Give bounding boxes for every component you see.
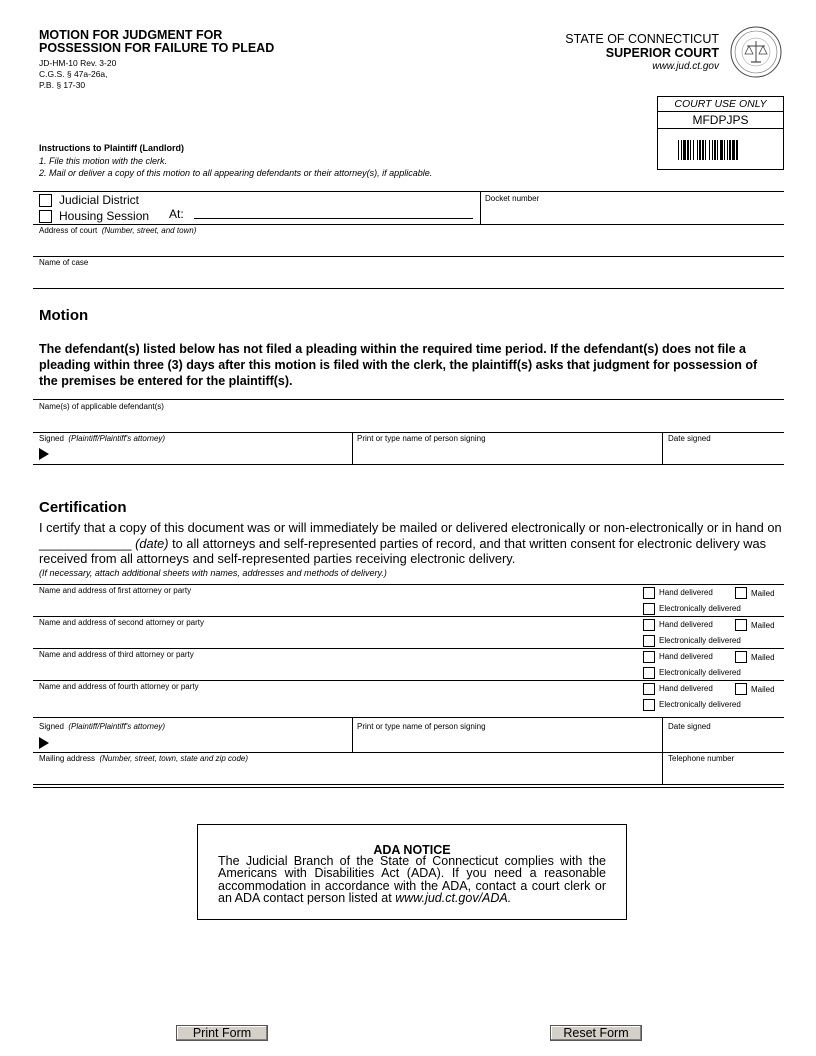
divider (33, 717, 784, 718)
divider (33, 288, 784, 289)
hand-delivered-checkbox[interactable] (643, 651, 655, 663)
cert-signed-hint: (Plaintiff/Plaintiff's attorney) (68, 722, 166, 731)
divider (33, 752, 784, 753)
ada-title: ADA NOTICE (373, 843, 451, 857)
electronically-delivered-label: Electronically delivered (659, 604, 741, 613)
form-code: JD-HM-10 Rev. 3-20 (39, 58, 117, 68)
barcode-bar (724, 140, 725, 160)
hand-delivered-checkbox[interactable] (643, 683, 655, 695)
barcode-bar (678, 140, 679, 160)
print-form-button[interactable]: Print Form (176, 1025, 268, 1041)
telephone-label: Telephone number (668, 754, 735, 763)
barcode-bar (720, 140, 723, 160)
court-use-code: MFDPJPS (658, 112, 783, 129)
party-label: Name and address of third attorney or party (39, 650, 194, 659)
divider (480, 191, 481, 224)
divider (352, 432, 353, 464)
mailing-label: Mailing address (39, 754, 96, 763)
party-label: Name and address of first attorney or party (39, 586, 192, 595)
divider (662, 432, 663, 464)
reset-form-button[interactable]: Reset Form (550, 1025, 642, 1041)
cert-text-b: to all attorneys and self-represented parties of record, and that written consent for electronic delivery was received from all attorneys and self-represented parties receiving electronic delivery. (39, 535, 767, 567)
instruction-2: 2. Mail or deliver a copy of this motion to all appearing defendants or their attorney(s), if applicable. (39, 168, 433, 178)
electronically-delivered-checkbox[interactable] (643, 603, 655, 615)
print-name-label: Print or type name of person signing (357, 434, 486, 443)
ada-text-block (218, 855, 606, 904)
court-header (565, 32, 719, 74)
cert-text-a: I certify that a copy of this document was or will immediately be mailed or delivered electronically or non-electronically or in hand on _____________ (39, 520, 782, 551)
judicial-district-label: Judicial District (59, 193, 140, 207)
hand-delivered-label: Hand delivered (659, 684, 713, 693)
statute: C.G.S. § 47a-26a, (39, 69, 108, 79)
defendants-label: Name(s) of applicable defendant(s) (39, 402, 164, 411)
barcode-bar (681, 140, 682, 160)
hand-delivered-checkbox[interactable] (643, 587, 655, 599)
instruction-1: 1. File this motion with the clerk. (39, 155, 168, 166)
signed-label: Signed (39, 434, 64, 443)
court-website: www.jud.ct.gov (652, 61, 719, 72)
address-of-court-label (39, 226, 196, 235)
state-name: STATE OF CONNECTICUT (565, 32, 719, 46)
form-codes (39, 58, 116, 91)
cert-signed-label-group (39, 722, 165, 731)
divider (33, 191, 784, 192)
divider (33, 784, 784, 785)
barcode-bar (736, 140, 738, 160)
at-field[interactable] (194, 218, 473, 219)
divider (33, 616, 784, 617)
address-hint: (Number, street, and town) (101, 226, 197, 235)
mailed-checkbox[interactable] (735, 587, 747, 599)
ada-link[interactable]: www.jud.ct.gov/ADA. (395, 890, 512, 905)
form-title-line2: POSSESSION FOR FAILURE TO PLEAD (39, 41, 275, 55)
barcode-bar (687, 140, 689, 160)
judicial-district-checkbox[interactable] (39, 194, 52, 207)
divider (33, 256, 784, 257)
ada-notice (197, 824, 627, 920)
divider (352, 717, 353, 752)
court-use-only-label: COURT USE ONLY (658, 97, 783, 112)
cert-print-name-label: Print or type name of person signing (357, 722, 486, 731)
barcode-bar (697, 140, 698, 160)
instructions (39, 142, 432, 180)
hand-delivered-label: Hand delivered (659, 620, 713, 629)
address-label: Address of court (39, 226, 98, 235)
divider (33, 787, 784, 788)
electronically-delivered-checkbox[interactable] (643, 667, 655, 679)
ada-text: The Judicial Branch of the State of Connecticut complies with the Americans with Disabilities Act (ADA). If you need a reasonable accommodation in accordance with the ADA, contact a court clerk or an ADA contact person listed at (218, 854, 606, 905)
barcode-bar (732, 140, 735, 160)
mailed-label: Mailed (751, 621, 775, 630)
barcode-bar (709, 140, 710, 160)
sign-arrow-icon (39, 448, 49, 460)
divider (33, 432, 784, 433)
party-label: Name and address of second attorney or party (39, 618, 204, 627)
barcode-bar (714, 140, 716, 160)
court-seal-icon (730, 26, 782, 78)
barcode-bar (712, 140, 713, 160)
mailed-checkbox[interactable] (735, 651, 747, 663)
hand-delivered-label: Hand delivered (659, 652, 713, 661)
divider (33, 648, 784, 649)
divider (33, 224, 784, 225)
barcode-bar (729, 140, 731, 160)
barcode-bar (705, 140, 706, 160)
divider (33, 680, 784, 681)
certification-note: (If necessary, attach additional sheets with names, addresses and methods of delivery.) (39, 568, 387, 578)
divider (33, 584, 784, 585)
barcode-bar (699, 140, 701, 160)
instructions-heading: Instructions to Plaintiff (Landlord) (39, 143, 184, 153)
barcode-bar (702, 140, 704, 160)
housing-session-label: Housing Session (59, 209, 150, 223)
barcode-bar (683, 140, 686, 160)
housing-session-checkbox[interactable] (39, 210, 52, 223)
hand-delivered-label: Hand delivered (659, 588, 713, 597)
barcode-bar (727, 140, 728, 160)
form-title (39, 29, 274, 55)
signed-hint: (Plaintiff/Plaintiff's attorney) (68, 434, 166, 443)
practice-book: P.B. § 17-30 (39, 80, 86, 90)
cert-signed-label: Signed (39, 722, 64, 731)
divider (662, 717, 663, 785)
mailed-checkbox[interactable] (735, 683, 747, 695)
mailed-label: Mailed (751, 685, 775, 694)
barcode-bar (690, 140, 691, 160)
cert-date-signed-label: Date signed (668, 722, 711, 731)
party-label: Name and address of fourth attorney or party (39, 682, 199, 691)
form-title-line1: MOTION FOR JUDGMENT FOR (39, 28, 223, 42)
mailed-label: Mailed (751, 653, 775, 662)
electronically-delivered-label: Electronically delivered (659, 700, 741, 709)
certification-heading: Certification (39, 499, 127, 516)
electronically-delivered-label: Electronically delivered (659, 668, 741, 677)
hand-delivered-checkbox[interactable] (643, 619, 655, 631)
barcode-icon (678, 140, 768, 160)
divider (33, 399, 784, 400)
motion-text: The defendant(s) listed below has not filed a pleading within the required time period. If the defendant(s) does not file a pleading within three (3) days after this motion is filed with the clerk, the plaintiff(s) asks that judgment for possession of the premises be entered for the plaintiff(s). (39, 342, 758, 388)
electronically-delivered-label: Electronically delivered (659, 636, 741, 645)
sign-arrow-icon (39, 737, 49, 749)
divider (33, 464, 784, 465)
mailing-hint: (Number, street, town, state and zip code) (99, 754, 248, 763)
name-of-case-label: Name of case (39, 258, 89, 267)
date-signed-label: Date signed (668, 434, 711, 443)
mailing-address-label-group (39, 754, 248, 763)
court-use-only-box (657, 96, 784, 170)
mailed-label: Mailed (751, 589, 775, 598)
docket-number-label: Docket number (485, 194, 540, 203)
motion-heading: Motion (39, 307, 89, 324)
barcode-bar (717, 140, 718, 160)
court-name: SUPERIOR COURT (605, 46, 719, 60)
motion-signed-label-group (39, 434, 165, 443)
barcode-bar (693, 140, 694, 160)
cert-date: (date) (135, 535, 169, 551)
at-label: At: (169, 207, 184, 221)
electronically-delivered-checkbox[interactable] (643, 699, 655, 711)
mailed-checkbox[interactable] (735, 619, 747, 631)
certification-text (39, 520, 784, 567)
electronically-delivered-checkbox[interactable] (643, 635, 655, 647)
